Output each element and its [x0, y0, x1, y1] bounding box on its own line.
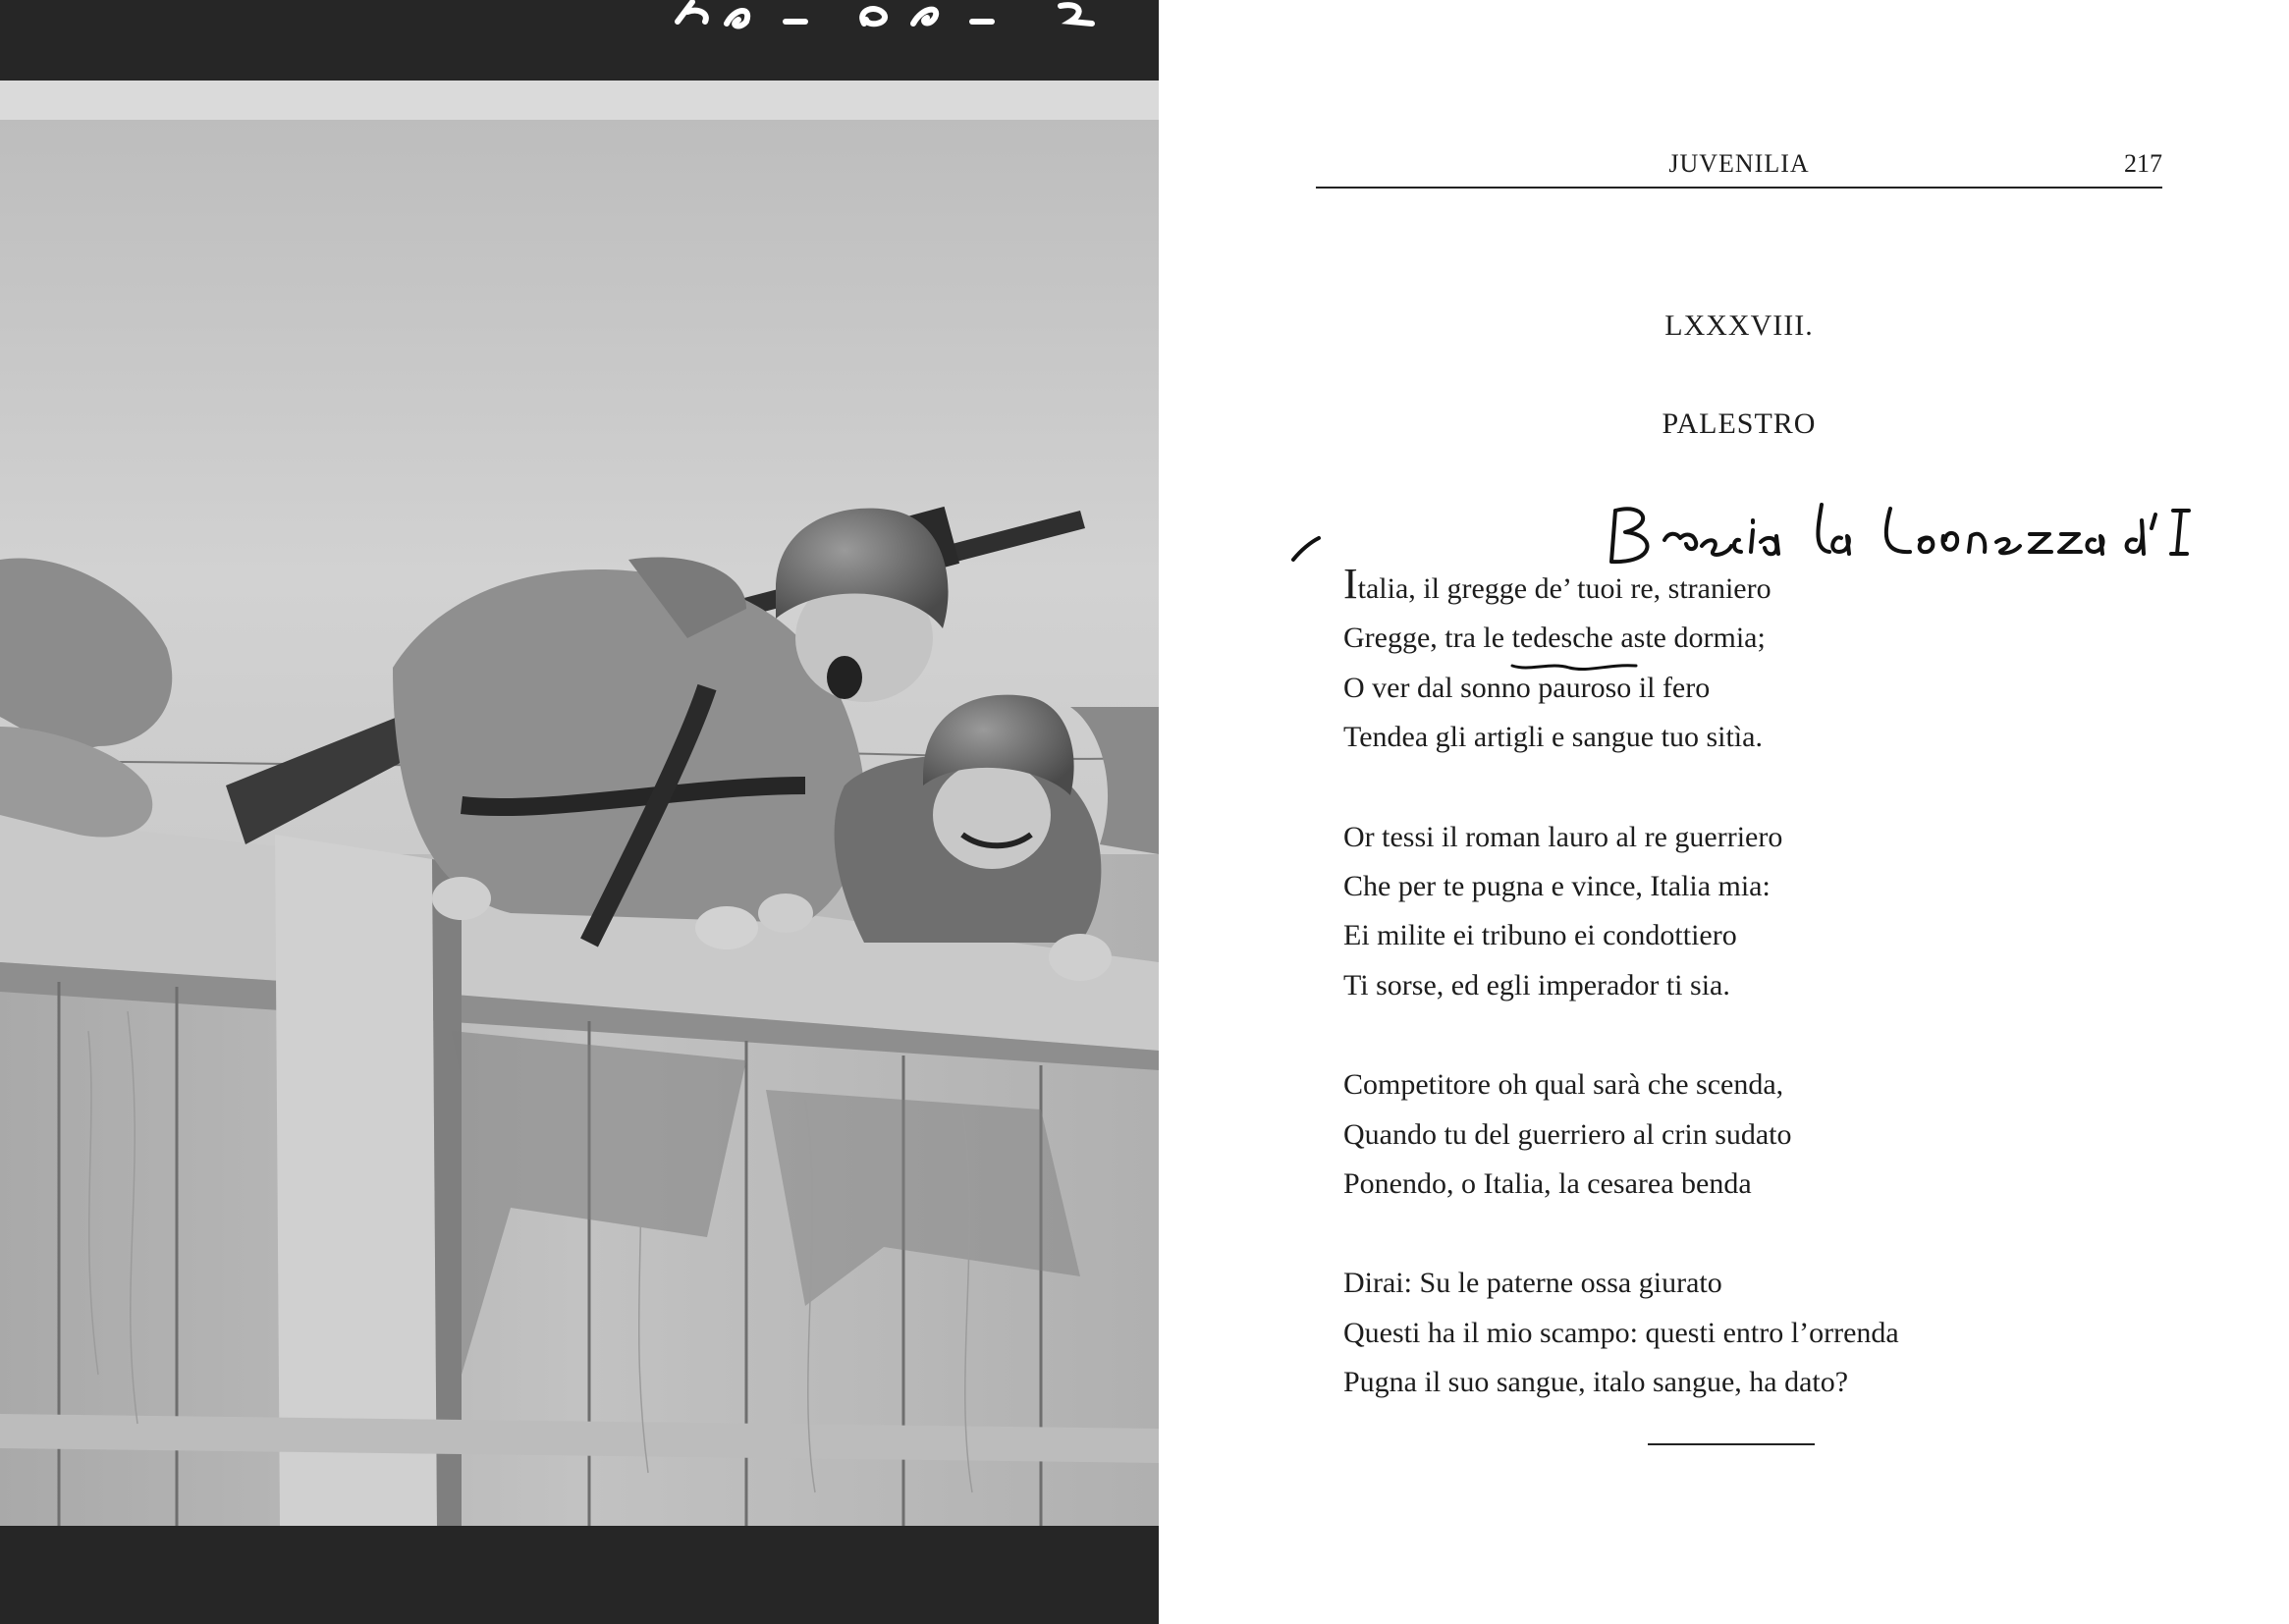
verse-line [1343, 560, 2149, 614]
verse-line: Dirai: Su le paterne ossa giurato [1343, 1267, 1722, 1300]
running-title: JUVENILIA [1668, 149, 1810, 178]
page-number: 217 [2124, 149, 2162, 178]
text-page [1159, 0, 2289, 1624]
verse-text: talia, il gregge de’ tuoi re, straniero [1357, 572, 1771, 605]
running-head [1316, 147, 2162, 189]
verse-line: Tendea gli artigli e sangue tuo sitìa. [1343, 721, 1763, 754]
underlined-word [1512, 614, 1613, 663]
poem-number: LXXXVIII. [1664, 309, 1814, 342]
verse-line: Or tessi il roman lauro al re guerriero [1343, 820, 1783, 853]
verse-line: Ti sorse, ed egli imperador ti sia. [1343, 968, 1730, 1001]
poem-body [1343, 560, 2149, 1457]
stanza [1343, 1060, 2149, 1209]
poem-title: PALESTRO [1662, 407, 1817, 440]
verse-line: O ver dal sonno pauroso il fero [1343, 671, 1711, 704]
verse-text: aste dormia; [1612, 622, 1766, 655]
stanza [1343, 560, 2149, 763]
verse-line: Quando tu del guerriero al crin sudato [1343, 1117, 1792, 1151]
verse-line: Ei milite ei tribuno ei condottiero [1343, 919, 1737, 952]
handwritten-underline [1510, 660, 1638, 674]
verse-line: Questi ha il mio scampo: questi entro l’orrenda [1343, 1316, 1899, 1349]
stanza [1343, 1259, 2149, 1407]
verse-line: Pugna il suo sangue, italo sangue, ha dato? [1343, 1366, 1849, 1399]
verse-line: Competitore oh qual sarà che scenda, [1343, 1068, 1784, 1102]
verse-line: Ponendo, o Italia, la cesarea benda [1343, 1166, 1752, 1200]
underlined-word-text: tedesche [1511, 622, 1613, 655]
verse-line [1343, 614, 2149, 663]
verse-line: Che per te pugna e vince, Italia mia: [1343, 869, 1771, 902]
drop-initial: I [1343, 560, 1358, 608]
verse-text: Gregge, tra le [1343, 622, 1512, 655]
stanza [1343, 813, 2149, 1011]
end-rule [1648, 1443, 1815, 1445]
